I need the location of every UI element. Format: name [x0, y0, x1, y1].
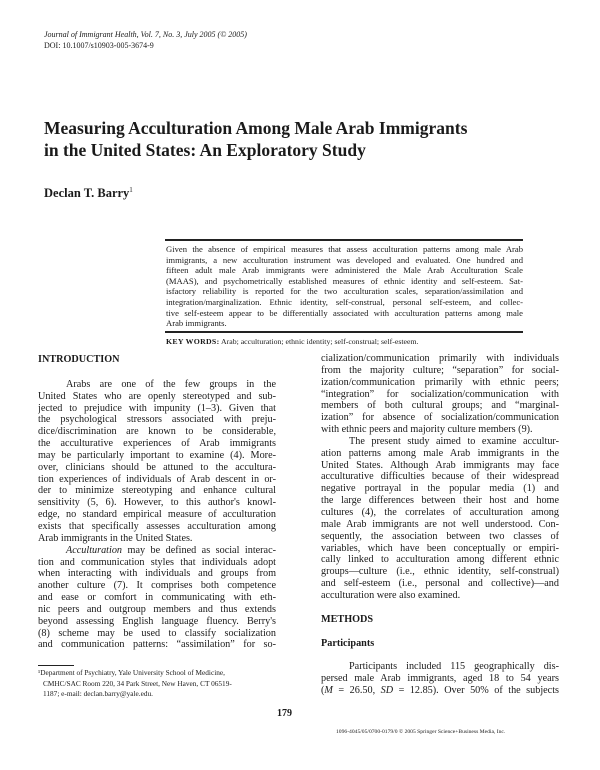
text-line: members of both cultural groups; and “marginal-: [321, 400, 559, 412]
text-line: cialization/communication primarily with individuals: [321, 353, 559, 364]
text-line: the large differences between their host and home: [321, 495, 559, 507]
abstract-line: fifteen adult male Arab immigrants were administered the Male Arab Acculturation Scale: [166, 265, 523, 276]
section-heading: INTRODUCTION: [38, 354, 120, 365]
text-line: the psychological stressors associated with preju-: [38, 414, 276, 426]
text-line: “integration” for socialization/communication with: [321, 388, 559, 400]
text-line: from the majority culture; “separation” for social-: [321, 364, 559, 376]
footnote-line: CMHC/SAC Room 220, 34 Park Street, New Haven, CT 06519-: [43, 678, 232, 688]
italic-term: Acculturation: [66, 544, 123, 556]
abstract-line: integration/marginalization. Ethnic identity, self-construal, personal self-esteem, and collec-: [166, 296, 523, 307]
abstract-top-rule: [165, 239, 523, 241]
text-line: cultures (4), the correlates of acculturation among: [321, 506, 559, 518]
text-line: male Arab immigrants are not well understood. Con-: [321, 518, 559, 530]
spacer: [321, 649, 559, 661]
text-line: der to minimize stereotyping and enhance cultural: [38, 485, 276, 497]
left-column: [38, 354, 276, 651]
text-line: with ethnic peers and majority culture members (9).: [321, 424, 533, 436]
footnote: [38, 668, 278, 700]
abstract-line: tive self-esteem appear to be differentially associated with acculturation patterns among male: [166, 307, 523, 318]
text-line: the acculturative experiences of Arab immigrants: [38, 438, 276, 450]
abstract-line: (MAAS), and psychometrically established measures of ethnic identity and self-esteem. Sat-: [166, 275, 523, 286]
page-number: 179: [277, 708, 292, 719]
keywords-label: KEY WORDS:: [166, 337, 220, 346]
footnote-rule: [38, 665, 74, 666]
text-line: ization/communication primarily with ethnic peers;: [321, 376, 559, 388]
text-line: acculturative difficulties because of their widespread: [321, 471, 559, 483]
title-line: in the United States: An Exploratory Study: [44, 140, 366, 160]
abstract: [166, 244, 523, 329]
text-line: over, clinicians should be attuned to the accultura-: [38, 461, 276, 473]
text-line: United States. Although Arab immigrants may face: [321, 459, 559, 471]
spacer: [321, 602, 559, 614]
paper-title: [44, 117, 564, 161]
text-line: acculturation were also examined.: [321, 589, 461, 601]
keywords-list: Arab; acculturation; ethnic identity; self-construal; self-esteem.: [221, 337, 419, 346]
abstract-bottom-rule: [165, 331, 523, 333]
text-line: exists that specifically assesses acculturation among: [38, 520, 276, 532]
section-heading: METHODS: [321, 613, 374, 625]
abstract-line: immigrants, a new acculturation instrument was developed and evaluated. One hundred and: [166, 254, 523, 265]
text-line: edge, no standard empirical measure of acculturation: [38, 509, 276, 521]
text-line: sequently, the association between two classes of: [321, 530, 559, 542]
text-line: another culture (7). It comprises both competence: [38, 580, 276, 592]
text-line: nic peers and outgroup members and thus extends: [38, 603, 276, 615]
text-line: groups—culture (i.e., ethnic identity, self-construal): [321, 566, 559, 578]
text-line: (M = 26.50, SD = 12.85). Over 50% of the subjects: [321, 685, 559, 697]
text-span: may be defined as social interac-: [122, 544, 276, 556]
right-column: [321, 353, 559, 697]
text-line: jected to prejudice with impunity (1–3). Given that: [38, 402, 276, 414]
text-line: negative portrayal in the popular media (1) and: [321, 483, 559, 495]
text-line: and communication patterns: “assimilation” for so-: [38, 639, 276, 651]
text-line: United States who are openly stereotyped and sub-: [38, 390, 276, 402]
text-line: and self-esteem (i.e., personal and collective)—and: [321, 578, 559, 590]
text-line: tion and communication styles that individuals adopt: [38, 556, 276, 568]
text-line: Participants included 115 geographically dis-: [349, 661, 559, 673]
text-line: Arabs are one of the few groups in the: [66, 378, 276, 390]
text-line: The present study aimed to examine accultur-: [349, 435, 559, 447]
author-footnote-marker: 1: [129, 186, 133, 194]
text-line: may be particularly important to examine (4). More-: [38, 449, 276, 461]
spacer: [38, 366, 276, 379]
text-line: and ease or comfort in communicating with eth-: [38, 592, 276, 604]
title-line: Measuring Acculturation Among Male Arab Immigrants: [44, 118, 468, 138]
text-line: persed male Arab immigrants, aged 18 to 54 years: [321, 673, 559, 685]
copyright-line: 1096-4045/05/0700-0179/0 © 2005 Springer Science+Business Media, Inc.: [336, 729, 506, 735]
section-heading: Participants: [321, 637, 375, 649]
footnote-line: ¹Department of Psychiatry, Yale University School of Medicine,: [38, 668, 225, 677]
abstract-line: Given the absence of empirical measures that assess acculturation patterns among male Arab: [166, 244, 523, 254]
abstract-line: isfactory reliability is reported for the two acculturation scales, separation/assimilation and: [166, 286, 523, 297]
spacer: [321, 626, 559, 638]
text-line: dice/discrimination are known to be considerable,: [38, 426, 276, 438]
journal-citation: Journal of Immigrant Health, Vol. 7, No. 3, July 2005 (© 2005): [44, 30, 247, 39]
doi: DOI: 10.1007/s10903-005-3674-9: [44, 41, 154, 50]
keywords: [166, 337, 418, 347]
text-line: sensitivity (5, 6). However, to this author's knowl-: [38, 497, 276, 509]
abstract-line: Arab immigrants.: [166, 318, 227, 329]
text-line: when interacting with individuals and groups from: [38, 568, 276, 580]
text-line: Arab immigrants in the United States.: [38, 532, 193, 544]
text-line: ization” for absence of socialization/communication: [321, 412, 559, 424]
text-line: variables, which have been conceptually or empiri-: [321, 542, 559, 554]
text-line: tion experiences of individuals of Arab descent in or-: [38, 473, 276, 485]
text-line: (8) scheme may be used to classify socialization: [38, 627, 276, 639]
text-line: cally linked to acculturation among different ethnic: [321, 554, 559, 566]
author: [44, 186, 133, 201]
text-line: ation patterns among male Arab immigrants in the: [321, 447, 559, 459]
author-name: Declan T. Barry: [44, 186, 130, 201]
footnote-line: 1187; e-mail: declan.barry@yale.edu.: [43, 689, 153, 698]
text-line: beyond assessing English language fluency. Berry's: [38, 615, 276, 627]
text-line: [38, 545, 276, 557]
